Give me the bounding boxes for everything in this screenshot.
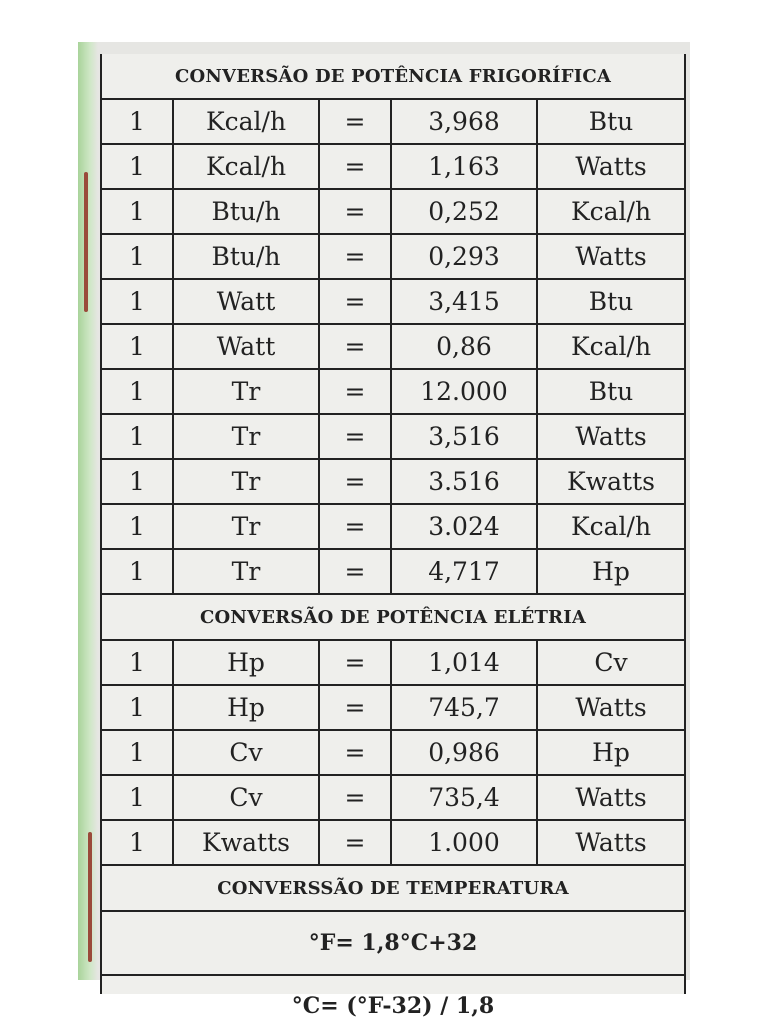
table-row xyxy=(102,145,684,190)
table-row xyxy=(102,370,684,415)
source-unit-cell: Tr xyxy=(174,415,320,458)
conversion-card xyxy=(78,42,690,1019)
quantity-cell: 1 xyxy=(102,235,174,278)
target-unit-cell: Watts xyxy=(575,693,647,722)
fahrenheit-formula: °F= 1,8°C+32 xyxy=(102,912,684,976)
target-unit-cell: Watts xyxy=(575,242,647,271)
source-unit-cell: Kcal/h xyxy=(174,145,320,188)
equals-cell: = xyxy=(320,505,392,548)
table-row xyxy=(102,190,684,235)
equals-cell: = xyxy=(320,100,392,143)
equals-cell: = xyxy=(320,370,392,413)
table-row xyxy=(102,550,684,595)
target-unit-cell: Kcal/h xyxy=(570,332,652,361)
quantity-cell: 1 xyxy=(102,415,174,458)
temperature-section-title: CONVERSSÃO DE TEMPERATURA xyxy=(102,866,684,912)
table-row xyxy=(102,415,684,460)
equals-cell: = xyxy=(320,821,392,864)
equals-cell: = xyxy=(320,550,392,593)
source-unit-cell: Watt xyxy=(174,325,320,368)
quantity-cell: 1 xyxy=(102,280,174,323)
value-cell: 735,4 xyxy=(392,776,538,819)
target-unit-cell: Kcal/h xyxy=(570,512,652,541)
quantity-cell: 1 xyxy=(102,325,174,368)
quantity-cell: 1 xyxy=(102,190,174,233)
celsius-formula: °C= (°F-32) / 1,8 xyxy=(291,993,495,1019)
target-unit-cell: Btu xyxy=(588,107,634,136)
quantity-cell: 1 xyxy=(102,686,174,729)
equals-cell: = xyxy=(320,145,392,188)
source-unit-cell: Tr xyxy=(174,505,320,548)
target-unit-cell: Watts xyxy=(575,152,647,181)
table-row xyxy=(102,505,684,550)
source-unit-cell: Hp xyxy=(174,686,320,729)
value-cell: 3,516 xyxy=(392,415,538,458)
source-unit-cell: Kcal/h xyxy=(174,100,320,143)
electric-section-title: CONVERSÃO DE POTÊNCIA ELÉTRIA xyxy=(102,595,684,641)
quantity-cell: 1 xyxy=(102,145,174,188)
equals-cell: = xyxy=(320,460,392,503)
equals-cell: = xyxy=(320,415,392,458)
table-row xyxy=(102,235,684,280)
conversion-sheet xyxy=(100,54,686,1019)
value-cell: 12.000 xyxy=(392,370,538,413)
source-unit-cell: Hp xyxy=(174,641,320,684)
target-unit-cell: Btu xyxy=(588,377,634,406)
refrigeration-table xyxy=(102,100,684,595)
equals-cell: = xyxy=(320,686,392,729)
quantity-cell: 1 xyxy=(102,505,174,548)
source-unit-cell: Kwatts xyxy=(174,821,320,864)
table-row xyxy=(102,460,684,505)
value-cell: 3,968 xyxy=(392,100,538,143)
source-unit-cell: Tr xyxy=(174,370,320,413)
electric-table xyxy=(102,641,684,866)
quantity-cell: 1 xyxy=(102,460,174,503)
source-unit-cell: Cv xyxy=(174,776,320,819)
quantity-cell: 1 xyxy=(102,731,174,774)
source-unit-cell: Tr xyxy=(174,460,320,503)
target-unit-cell: Kwatts xyxy=(567,467,655,496)
value-cell: 0,252 xyxy=(392,190,538,233)
equals-cell: = xyxy=(320,190,392,233)
table-row xyxy=(102,325,684,370)
staple-bottom xyxy=(88,832,92,962)
table-row xyxy=(102,641,684,686)
equals-cell: = xyxy=(320,325,392,368)
source-unit-cell: Watt xyxy=(174,280,320,323)
target-unit-cell: Watts xyxy=(575,783,647,812)
target-unit-cell: Kcal/h xyxy=(570,197,652,226)
table-row xyxy=(102,731,684,776)
value-cell: 4,717 xyxy=(392,550,538,593)
table-row xyxy=(102,821,684,866)
target-unit-cell: Hp xyxy=(592,738,630,767)
value-cell: 745,7 xyxy=(392,686,538,729)
value-cell: 1,163 xyxy=(392,145,538,188)
value-cell: 3,415 xyxy=(392,280,538,323)
quantity-cell: 1 xyxy=(102,821,174,864)
value-cell: 3.024 xyxy=(392,505,538,548)
equals-cell: = xyxy=(320,280,392,323)
equals-cell: = xyxy=(320,776,392,819)
quantity-cell: 1 xyxy=(102,776,174,819)
quantity-cell: 1 xyxy=(102,370,174,413)
quantity-cell: 1 xyxy=(102,550,174,593)
value-cell: 1.000 xyxy=(392,821,538,864)
source-unit-cell: Btu/h xyxy=(174,190,320,233)
target-unit-cell: Cv xyxy=(594,648,628,677)
table-row xyxy=(102,280,684,325)
value-cell: 0,293 xyxy=(392,235,538,278)
table-row xyxy=(102,100,684,145)
equals-cell: = xyxy=(320,641,392,684)
target-unit-cell: Watts xyxy=(575,422,647,451)
quantity-cell: 1 xyxy=(102,641,174,684)
source-unit-cell: Tr xyxy=(174,550,320,593)
value-cell: 0,86 xyxy=(392,325,538,368)
source-unit-cell: Cv xyxy=(174,731,320,774)
value-cell: 3.516 xyxy=(392,460,538,503)
value-cell: 1,014 xyxy=(392,641,538,684)
table-row xyxy=(102,686,684,731)
equals-cell: = xyxy=(320,731,392,774)
target-unit-cell: Btu xyxy=(588,287,634,316)
source-unit-cell: Btu/h xyxy=(174,235,320,278)
refrigeration-section-title: CONVERSÃO DE POTÊNCIA FRIGORÍFICA xyxy=(102,54,684,100)
equals-cell: = xyxy=(320,235,392,278)
value-cell: 0,986 xyxy=(392,731,538,774)
staple-top xyxy=(84,172,88,312)
table-row xyxy=(102,776,684,821)
quantity-cell: 1 xyxy=(102,100,174,143)
target-unit-cell: Hp xyxy=(592,557,630,586)
target-unit-cell: Watts xyxy=(575,828,647,857)
